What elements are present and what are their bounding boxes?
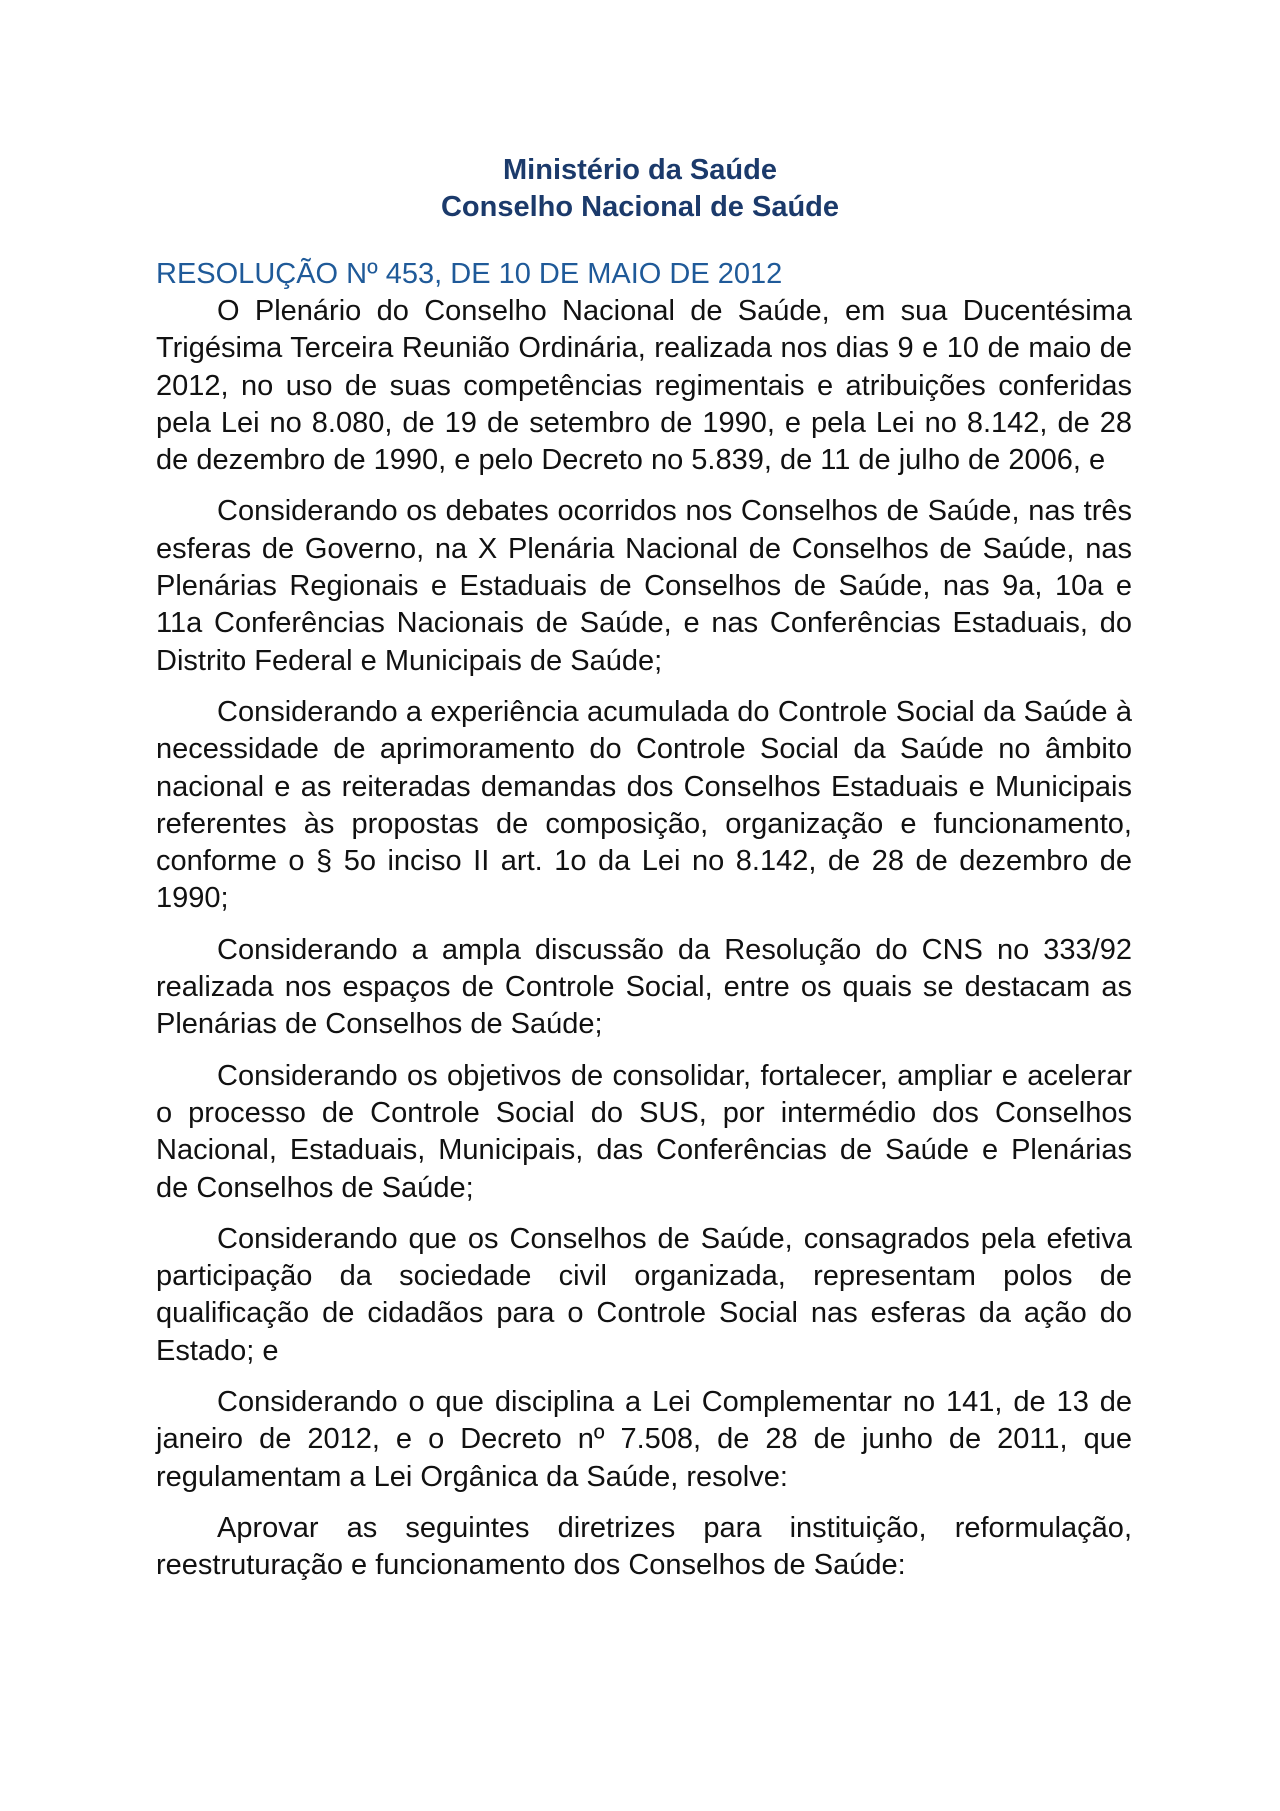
paragraph-preamble: O Plenário do Conselho Nacional de Saúde, em sua Ducentésima Trigésima Terceira Reunião Ordinária, realizada nos dias 9 e 10 de maio de 2012, no uso de suas competências regimentais e atribuições conferidas pela Lei no 8.080, de 19 de setembro de 1990, e pela Lei no 8.142, de 28 de dezembro de 1990, e pelo Decreto no 5.839, de 11 de julho de 2006, e — [156, 295, 1132, 477]
paragraph-considerando-experiencia: Considerando a experiência acumulada do Controle Social da Saúde à necessidade de aprimoramento do Controle Social da Saúde no âmbito nacional e as reiteradas demandas dos Conselhos Estaduais e Municipais referentes às propostas de composição, organização e funcionamento, conforme o § 5o inciso II art. 1o da Lei no 8.142, de 28 de dezembro de 1990; — [156, 695, 1132, 915]
paragraph-considerando-objetivos: Considerando os objetivos de consolidar, fortalecer, ampliar e acelerar o processo de Controle Social do SUS, por intermédio dos Conselhos Nacional, Estaduais, Municipais, das Conferências de Saúde e Plenárias de Conselhos de Saúde; — [156, 1059, 1132, 1204]
paragraph-considerando-debates: Considerando os debates ocorridos nos Conselhos de Saúde, nas três esferas de Governo, na X Plenária Nacional de Conselhos de Saúde, nas Plenárias Regionais e Estaduais de Conselhos de Saúde, nas 9a, 10a e 11a Conferências Nacionais de Saúde, e nas Conferências Estaduais, do Distrito Federal e Municipais de Saúde; — [156, 495, 1132, 677]
document-body — [156, 293, 1132, 1599]
document-header — [0, 152, 1280, 226]
ministry-name: Ministério da Saúde — [503, 154, 777, 186]
paragraph-aprovar: Aprovar as seguintes diretrizes para instituição, reformulação, reestruturação e funcionamento dos Conselhos de Saúde: — [156, 1511, 1132, 1582]
council-name: Conselho Nacional de Saúde — [440, 191, 840, 223]
paragraph-considerando-discussao: Considerando a ampla discussão da Resolução do CNS no 333/92 realizada nos espaços de Controle Social, entre os quais se destacam as Plenárias de Conselhos de Saúde; — [156, 933, 1132, 1041]
paragraph-considerando-conselhos: Considerando que os Conselhos de Saúde, consagrados pela efetiva participação da sociedade civil organizada, representam polos de qualificação de cidadãos para o Controle Social nas esferas da ação do Estado; e — [156, 1222, 1132, 1367]
paragraph-considerando-lei: Considerando o que disciplina a Lei Complementar no 141, de 13 de janeiro de 2012, e o Decreto nº 7.508, de 28 de junho de 2011, que regulamentam a Lei Orgânica da Saúde, resolve: — [156, 1386, 1132, 1493]
resolution-title: RESOLUÇÃO Nº 453, DE 10 DE MAIO DE 2012 — [156, 258, 783, 290]
